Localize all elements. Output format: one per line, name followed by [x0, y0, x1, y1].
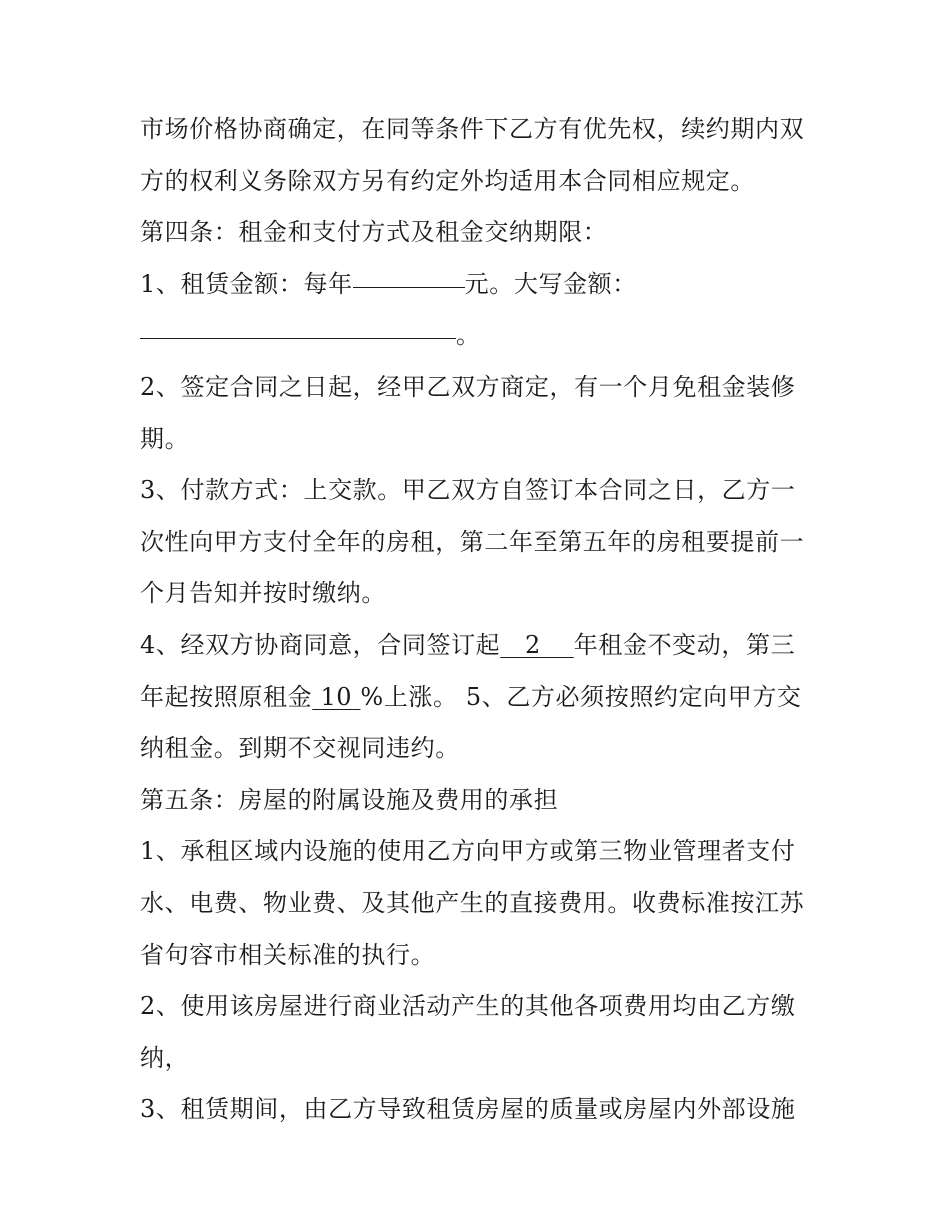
text-segment: 2、使用该房屋进行商业活动产生的其他各项费用均由乙方缴 [140, 992, 796, 1021]
text-line [140, 1033, 820, 1085]
text-line [140, 878, 820, 930]
text-line [140, 981, 820, 1033]
increase-percent-value: 10 [320, 682, 353, 711]
text-segment: 纳， [140, 1043, 190, 1072]
text-segment: 1、承租区域内设施的使用乙方向甲方或第三物业管理者支付 [140, 837, 796, 866]
text-line [140, 465, 820, 517]
text-segment: 市场价格协商确定，在同等条件下乙方有优先权，续约期内双 [140, 115, 805, 143]
text-segment: 年起按照原租金 [140, 682, 313, 711]
text-segment: 元。大写金额： [464, 269, 637, 298]
text-line [140, 1084, 820, 1136]
text-segment: 第五条：房屋的附属设施及费用的承担 [140, 785, 559, 814]
text-line [140, 568, 820, 620]
text-line [140, 104, 820, 156]
text-segment: 次性向甲方支付全年的房租，第二年至第五年的房租要提前一 [140, 527, 805, 556]
article-heading [140, 775, 820, 827]
document-body [140, 104, 820, 1136]
uppercase-amount-blank[interactable] [140, 312, 456, 339]
increase-percent-field[interactable] [312, 683, 360, 711]
text-line [140, 362, 820, 414]
text-segment: 水、电费、物业费、及其他产生的直接费用。收费标准按江苏 [140, 888, 805, 917]
text-segment: 个月告知并按时缴纳。 [140, 579, 386, 608]
article-heading [140, 207, 820, 259]
text-segment: 方的权利义务除双方另有约定外均适用本合同相应规定。 [140, 166, 755, 195]
text-segment: %上涨。 5、乙方必须按照约定向甲方交 [360, 682, 802, 711]
text-line [140, 930, 820, 982]
text-line [140, 156, 820, 208]
text-segment: 。 [456, 321, 481, 350]
text-line [140, 517, 820, 569]
text-segment: 2、签定合同之日起，经甲乙双方商定，有一个月免租金装修 [140, 372, 796, 401]
fixed-years-field[interactable] [500, 631, 573, 659]
text-segment: 省句容市相关标准的执行。 [140, 940, 436, 969]
text-segment: 3、付款方式：上交款。甲乙双方自签订本合同之日，乙方一 [140, 476, 796, 505]
rent-amount-line [140, 259, 820, 311]
fixed-years-value: 2 [524, 630, 541, 659]
rent-term-line [140, 620, 820, 672]
annual-rent-blank[interactable] [353, 260, 465, 287]
text-segment: 纳租金。到期不交视同违约。 [140, 734, 460, 763]
text-segment: 年租金不变动，第三 [573, 630, 796, 659]
text-segment: 第四条：租金和支付方式及租金交纳期限： [140, 218, 608, 247]
text-segment: 期。 [140, 424, 190, 453]
text-segment: 3、租赁期间，由乙方导致租赁房屋的质量或房屋内外部设施 [140, 1095, 796, 1124]
rent-increase-line [140, 672, 820, 724]
rent-uppercase-line [140, 310, 820, 362]
text-segment: 4、经双方协商同意，合同签订起 [140, 630, 501, 659]
text-line [140, 826, 820, 878]
text-segment: 1、租赁金额：每年 [140, 269, 353, 298]
text-line [140, 723, 820, 775]
text-line [140, 414, 820, 466]
